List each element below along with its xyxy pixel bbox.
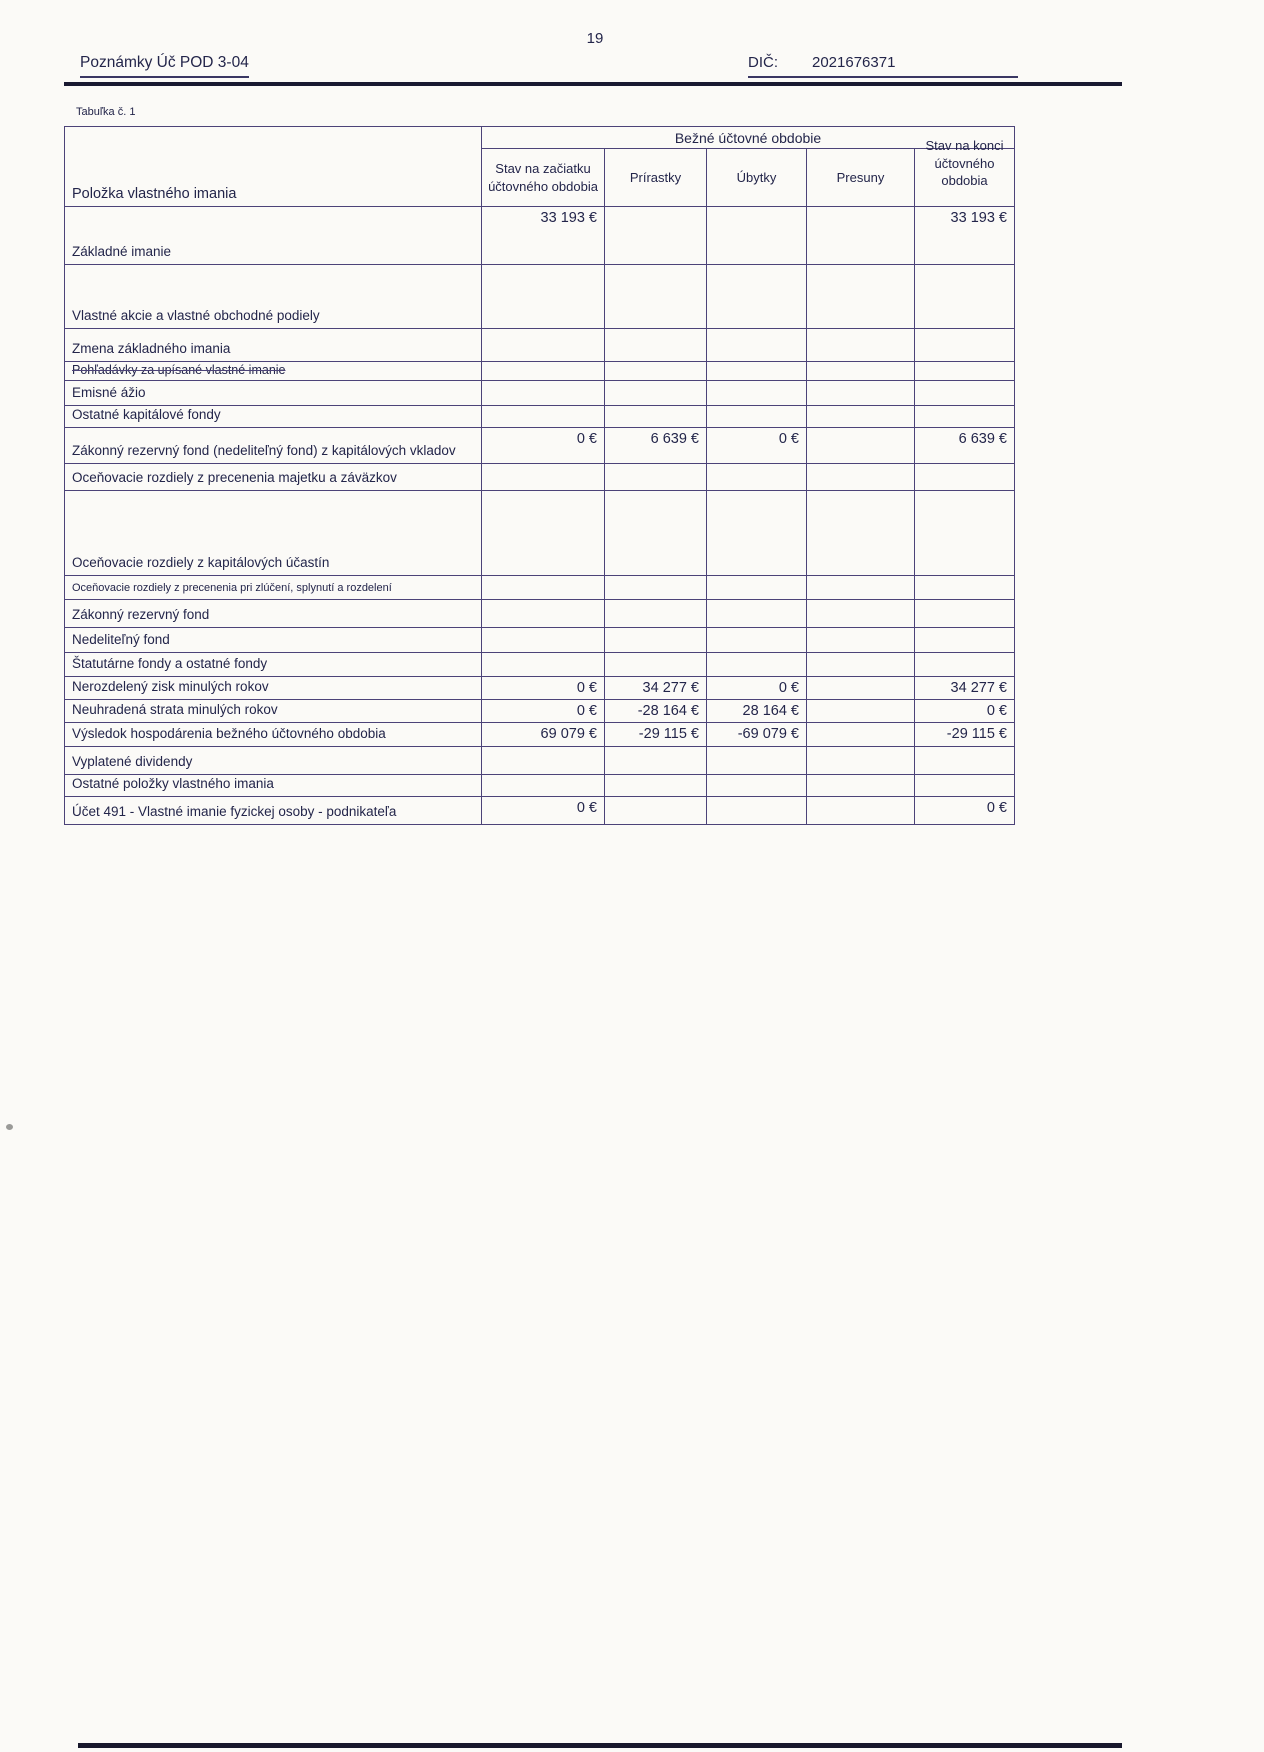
row-label: Neuhradená strata minulých rokov: [65, 699, 482, 722]
value-cell: [807, 796, 915, 824]
value-cell: [707, 463, 807, 490]
value-cell: [482, 463, 605, 490]
value-cell: [482, 405, 605, 427]
value-cell: 33 193 €: [915, 207, 1015, 265]
table-row: [65, 699, 1015, 722]
value-cell: 0 €: [915, 796, 1015, 824]
column-header-increases: [605, 149, 707, 207]
value-cell: [605, 774, 707, 796]
value-cell: [482, 380, 605, 405]
value-cell: 33 193 €: [482, 207, 605, 265]
row-label: Vlastné akcie a vlastné obchodné podiely: [65, 265, 482, 329]
value-cell: [482, 774, 605, 796]
value-cell: [482, 575, 605, 599]
table-row: [65, 774, 1015, 796]
dic-value: 2021676371: [812, 54, 896, 71]
value-cell: [807, 627, 915, 652]
value-cell: [707, 380, 807, 405]
table-row: [65, 405, 1015, 427]
value-cell: [807, 362, 915, 381]
table-row: [65, 746, 1015, 774]
table-row: [65, 380, 1015, 405]
value-cell: [807, 774, 915, 796]
row-label: Oceňovacie rozdiely z precenenia majetku a záväzkov: [65, 463, 482, 490]
value-cell: [605, 599, 707, 627]
value-cell: [807, 207, 915, 265]
page-number: 19: [586, 30, 604, 47]
value-cell: [915, 463, 1015, 490]
value-cell: [482, 362, 605, 381]
value-cell: [807, 699, 915, 722]
value-cell: [605, 463, 707, 490]
value-cell: [915, 362, 1015, 381]
value-cell: [605, 265, 707, 329]
value-cell: [807, 329, 915, 362]
table-row: [65, 575, 1015, 599]
row-label: Štatutárne fondy a ostatné fondy: [65, 652, 482, 676]
value-cell: 6 639 €: [915, 427, 1015, 463]
value-cell: 69 079 €: [482, 722, 605, 746]
column-header-label: Stav na konci účtovného obdobia: [925, 138, 1004, 189]
value-cell: [707, 265, 807, 329]
row-label: Základné imanie: [65, 207, 482, 265]
value-cell: [707, 746, 807, 774]
table-row: [65, 796, 1015, 824]
value-cell: [915, 575, 1015, 599]
row-label: Oceňovacie rozdiely z kapitálových účastín: [65, 490, 482, 575]
value-cell: [482, 746, 605, 774]
value-cell: 0 €: [707, 427, 807, 463]
value-cell: [482, 627, 605, 652]
header-rule: [64, 82, 1122, 86]
value-cell: [807, 652, 915, 676]
row-label: Výsledok hospodárenia bežného účtovného obdobia: [65, 722, 482, 746]
value-cell: 6 639 €: [605, 427, 707, 463]
value-cell: [915, 599, 1015, 627]
value-cell: [807, 427, 915, 463]
equity-table-body: [65, 207, 1015, 825]
value-cell: [482, 652, 605, 676]
table-row: [65, 265, 1015, 329]
document-title: Poznámky Úč POD 3-04: [80, 54, 249, 78]
column-header-decreases: [707, 149, 807, 207]
value-cell: [915, 329, 1015, 362]
row-label: Zákonný rezervný fond (nedeliteľný fond) z kapitálových vkladov: [65, 427, 482, 463]
value-cell: [605, 405, 707, 427]
column-header-transfers: [807, 149, 915, 207]
column-header-label: Úbytky: [736, 169, 777, 185]
value-cell: [605, 796, 707, 824]
value-cell: [807, 746, 915, 774]
column-header-label: Stav na začiatku účtovného obdobia: [488, 160, 598, 194]
value-cell: [605, 627, 707, 652]
scan-speck-artifact: [6, 1124, 13, 1130]
dic-label: DIČ:: [748, 54, 778, 71]
row-label-header: Položka vlastného imania: [65, 127, 482, 207]
row-label: Emisné ážio: [65, 380, 482, 405]
value-cell: [807, 575, 915, 599]
period-header-row: [65, 127, 1015, 149]
table-caption: Tabuľka č. 1: [76, 106, 136, 118]
row-label: Pohľadávky za upísané vlastné imanie: [65, 362, 482, 381]
row-label: Oceňovacie rozdiely z precenenia pri zlúčení, splynutí a rozdelení: [65, 575, 482, 599]
table-row: [65, 329, 1015, 362]
equity-table-header: [65, 127, 1015, 207]
table-row: [65, 490, 1015, 575]
row-label: Účet 491 - Vlastné imanie fyzickej osoby - podnikateľa: [65, 796, 482, 824]
value-cell: 0 €: [482, 796, 605, 824]
value-cell: [707, 490, 807, 575]
value-cell: [605, 380, 707, 405]
row-label: Ostatné kapitálové fondy: [65, 405, 482, 427]
value-cell: [605, 746, 707, 774]
value-cell: 28 164 €: [707, 699, 807, 722]
table-row: [65, 599, 1015, 627]
value-cell: [707, 362, 807, 381]
table-row: [65, 652, 1015, 676]
value-cell: [605, 329, 707, 362]
value-cell: [707, 774, 807, 796]
value-cell: [707, 599, 807, 627]
column-header-opening-balance: [482, 149, 605, 207]
value-cell: 34 277 €: [605, 676, 707, 699]
table-row: [65, 463, 1015, 490]
value-cell: [707, 575, 807, 599]
row-label: Ostatné položky vlastného imania: [65, 774, 482, 796]
value-cell: [807, 463, 915, 490]
value-cell: [605, 490, 707, 575]
value-cell: [482, 490, 605, 575]
table-row: [65, 207, 1015, 265]
value-cell: 0 €: [707, 676, 807, 699]
value-cell: [807, 676, 915, 699]
row-label: Nerozdelený zisk minulých rokov: [65, 676, 482, 699]
table-row: [65, 427, 1015, 463]
row-label: Nedeliteľný fond: [65, 627, 482, 652]
value-cell: -29 115 €: [915, 722, 1015, 746]
table-row: [65, 722, 1015, 746]
column-header-label: Presuny: [836, 169, 885, 185]
value-cell: -28 164 €: [605, 699, 707, 722]
value-cell: [707, 796, 807, 824]
table-row: [65, 362, 1015, 381]
value-cell: [915, 265, 1015, 329]
value-cell: [707, 652, 807, 676]
value-cell: [807, 490, 915, 575]
value-cell: 0 €: [482, 699, 605, 722]
value-cell: [707, 405, 807, 427]
value-cell: [807, 265, 915, 329]
value-cell: [482, 329, 605, 362]
value-cell: -29 115 €: [605, 722, 707, 746]
value-cell: [807, 722, 915, 746]
table-row: [65, 676, 1015, 699]
value-cell: -69 079 €: [707, 722, 807, 746]
table-row: [65, 627, 1015, 652]
value-cell: [482, 599, 605, 627]
value-cell: [915, 405, 1015, 427]
value-cell: [915, 490, 1015, 575]
value-cell: [915, 774, 1015, 796]
value-cell: [605, 362, 707, 381]
value-cell: [915, 627, 1015, 652]
value-cell: [707, 627, 807, 652]
value-cell: [807, 599, 915, 627]
dic-group: [748, 54, 1018, 78]
row-label: Zákonný rezervný fond: [65, 599, 482, 627]
period-header: Bežné účtovné obdobie: [482, 127, 1015, 149]
value-cell: [605, 207, 707, 265]
value-cell: [807, 380, 915, 405]
row-label: Zmena základného imania: [65, 329, 482, 362]
value-cell: [605, 652, 707, 676]
value-cell: 0 €: [482, 676, 605, 699]
value-cell: [605, 575, 707, 599]
value-cell: [915, 746, 1015, 774]
row-label: Vyplatené dividendy: [65, 746, 482, 774]
value-cell: [915, 380, 1015, 405]
value-cell: [915, 652, 1015, 676]
value-cell: [707, 329, 807, 362]
scan-edge-artifact: [78, 1743, 1122, 1748]
column-header-closing-balance: [915, 138, 1015, 207]
value-cell: [707, 207, 807, 265]
value-cell: [807, 405, 915, 427]
value-cell: 34 277 €: [915, 676, 1015, 699]
value-cell: 0 €: [482, 427, 605, 463]
column-header-label: Prírastky: [629, 169, 682, 185]
value-cell: [482, 265, 605, 329]
equity-table: [64, 126, 1015, 825]
value-cell: 0 €: [915, 699, 1015, 722]
